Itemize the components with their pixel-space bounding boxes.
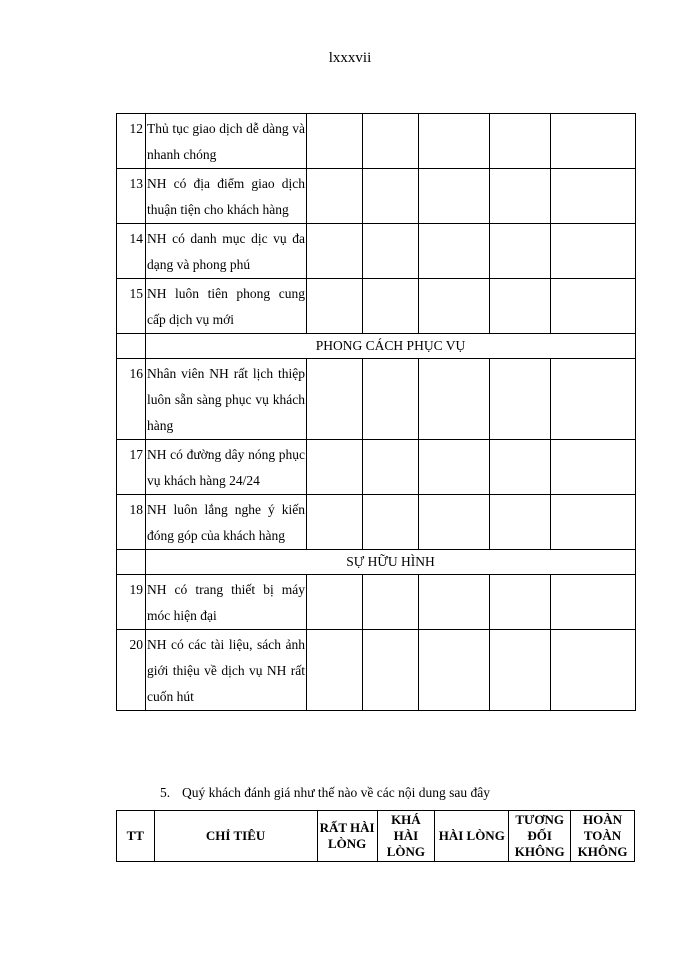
item-number: 20 xyxy=(117,630,146,711)
item-number: 15 xyxy=(117,279,146,334)
rating-cell[interactable] xyxy=(307,440,363,495)
rating-cell[interactable] xyxy=(551,114,636,169)
rating-cell[interactable] xyxy=(490,114,551,169)
item-number: 12 xyxy=(117,114,146,169)
col-header-satisfied: HÀI LÒNG xyxy=(435,811,509,862)
page-number: lxxxvii xyxy=(328,50,372,66)
survey-item-row xyxy=(117,575,636,630)
rating-cell[interactable] xyxy=(419,440,490,495)
rating-cell[interactable] xyxy=(490,440,551,495)
item-number: 14 xyxy=(117,224,146,279)
rating-cell[interactable] xyxy=(551,359,636,440)
rating-cell[interactable] xyxy=(419,169,490,224)
rating-cell[interactable] xyxy=(307,359,363,440)
rating-cell[interactable] xyxy=(419,495,490,550)
section-title: SỰ HỮU HÌNH xyxy=(146,550,636,575)
item-criteria: NH có danh mục dịc vụ đa dạng và phong phú xyxy=(146,224,307,279)
rating-cell[interactable] xyxy=(363,114,419,169)
rating-cell[interactable] xyxy=(363,495,419,550)
rating-cell[interactable] xyxy=(490,495,551,550)
question-5 xyxy=(160,785,490,801)
survey-item-row xyxy=(117,169,636,224)
item-number: 18 xyxy=(117,495,146,550)
survey-item-row xyxy=(117,114,636,169)
rating-cell[interactable] xyxy=(307,114,363,169)
rating-cell[interactable] xyxy=(363,630,419,711)
rating-cell[interactable] xyxy=(363,440,419,495)
rating-cell[interactable] xyxy=(551,630,636,711)
item-criteria: NH có địa điểm giao dịch thuận tiện cho khách hàng xyxy=(146,169,307,224)
rating-cell[interactable] xyxy=(551,495,636,550)
item-criteria: Thủ tục giao dịch dễ dàng và nhanh chóng xyxy=(146,114,307,169)
col-header-criteria: CHỈ TIÊU xyxy=(154,811,317,862)
rating-cell[interactable] xyxy=(363,359,419,440)
rating-cell[interactable] xyxy=(419,359,490,440)
item-criteria: NH luôn tiên phong cung cấp dịch vụ mới xyxy=(146,279,307,334)
item-criteria: NH có trang thiết bị máy móc hiện đại xyxy=(146,575,307,630)
item-number: 17 xyxy=(117,440,146,495)
rating-cell[interactable] xyxy=(551,440,636,495)
section-blank-cell xyxy=(117,550,146,575)
rating-cell[interactable] xyxy=(551,575,636,630)
section-row xyxy=(117,334,636,359)
rating-cell[interactable] xyxy=(551,279,636,334)
rating-cell[interactable] xyxy=(363,169,419,224)
rating-cell[interactable] xyxy=(490,169,551,224)
col-header-completely-not: HOÀN TOÀN KHÔNG xyxy=(571,811,635,862)
rating-cell[interactable] xyxy=(419,224,490,279)
col-header-relatively-not: TƯƠNG ĐỐI KHÔNG xyxy=(509,811,571,862)
rating-cell[interactable] xyxy=(307,224,363,279)
rating-cell[interactable] xyxy=(419,279,490,334)
item-criteria: NH có các tài liệu, sách ảnh giới thiệu về dịch vụ NH rất cuốn hút xyxy=(146,630,307,711)
question-text: Quý khách đánh giá như thế nào về các nội dung sau đây xyxy=(182,785,490,800)
survey-item-row xyxy=(117,279,636,334)
survey-item-row xyxy=(117,359,636,440)
rating-cell[interactable] xyxy=(490,359,551,440)
rating-cell[interactable] xyxy=(363,575,419,630)
rating-cell[interactable] xyxy=(419,114,490,169)
survey-item-row xyxy=(117,630,636,711)
section-title: PHONG CÁCH PHỤC VỤ xyxy=(146,334,636,359)
rating-header-table xyxy=(116,810,635,862)
survey-item-row xyxy=(117,224,636,279)
col-header-tt: TT xyxy=(117,811,155,862)
survey-item-row xyxy=(117,495,636,550)
rating-cell[interactable] xyxy=(490,575,551,630)
section-row xyxy=(117,550,636,575)
col-header-very-satisfied: RẤT HÀI LÒNG xyxy=(317,811,377,862)
rating-cell[interactable] xyxy=(551,169,636,224)
item-criteria: Nhân viên NH rất lịch thiệp luôn sẵn sàng phục vụ khách hàng xyxy=(146,359,307,440)
rating-cell[interactable] xyxy=(490,630,551,711)
rating-cell[interactable] xyxy=(490,224,551,279)
satisfaction-survey-table xyxy=(116,113,636,711)
item-number: 13 xyxy=(117,169,146,224)
rating-cell[interactable] xyxy=(307,169,363,224)
rating-cell[interactable] xyxy=(307,575,363,630)
item-criteria: NH luôn lắng nghe ý kiến đóng góp của khách hàng xyxy=(146,495,307,550)
header-row xyxy=(117,811,635,862)
rating-cell[interactable] xyxy=(363,224,419,279)
section-blank-cell xyxy=(117,334,146,359)
rating-cell[interactable] xyxy=(490,279,551,334)
question-number: 5. xyxy=(160,785,171,800)
item-number: 19 xyxy=(117,575,146,630)
rating-cell[interactable] xyxy=(307,495,363,550)
rating-cell[interactable] xyxy=(551,224,636,279)
rating-cell[interactable] xyxy=(419,630,490,711)
rating-cell[interactable] xyxy=(363,279,419,334)
rating-cell[interactable] xyxy=(307,279,363,334)
item-criteria: NH có đường dây nóng phục vụ khách hàng 24/24 xyxy=(146,440,307,495)
rating-cell[interactable] xyxy=(307,630,363,711)
item-number: 16 xyxy=(117,359,146,440)
rating-cell[interactable] xyxy=(419,575,490,630)
survey-item-row xyxy=(117,440,636,495)
col-header-fairly-satisfied: KHÁ HÀI LÒNG xyxy=(377,811,435,862)
